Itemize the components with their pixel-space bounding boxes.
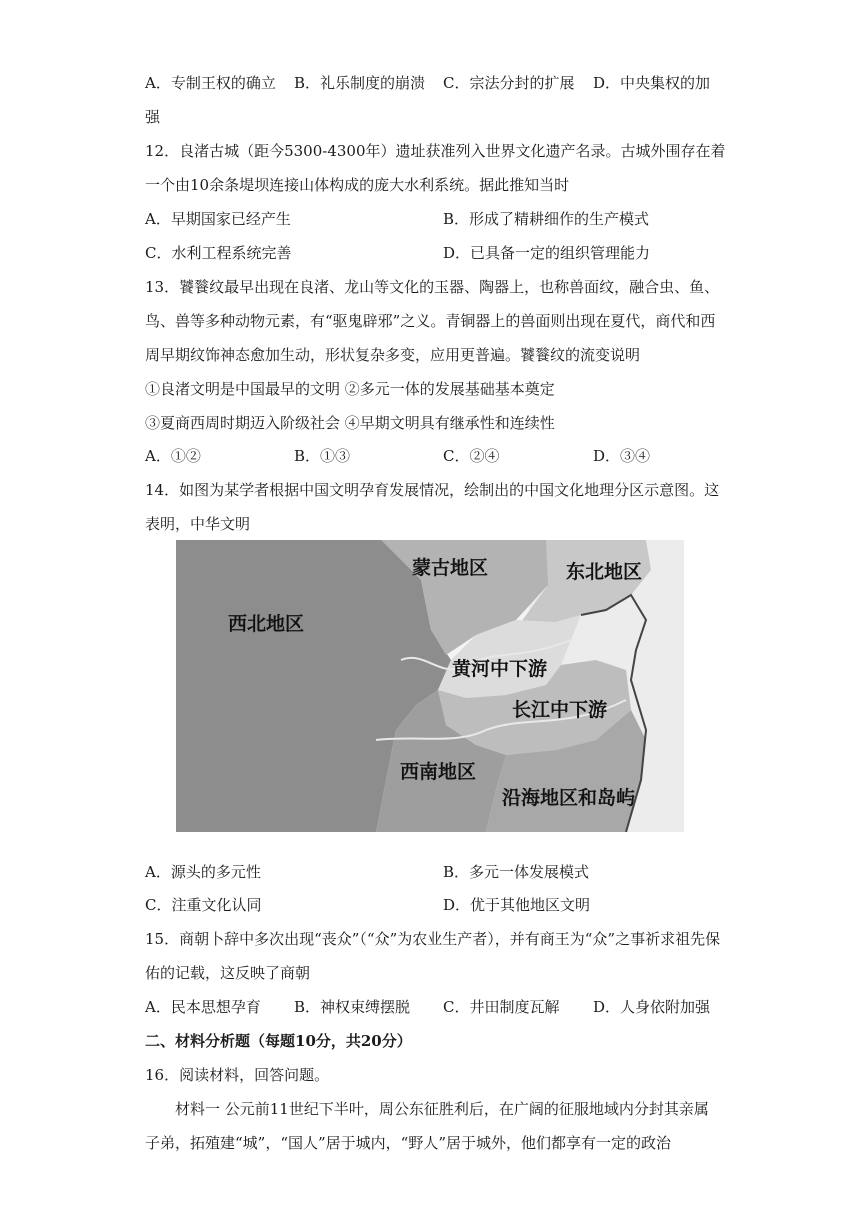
q13-option-c: C．②④ [443, 447, 500, 465]
q13-stem-line3: 周早期纹饰神态愈加生动，形状复杂多变，应用更普遍。饕餮纹的流变说明 [145, 346, 641, 364]
q16-material1-line2: 子弟，拓殖建“城”，“国人”居于城内，“野人”居于城外，他们都享有一定的政治 [145, 1134, 672, 1152]
q15-stem-line1: 15．商朝卜辞中多次出现“丧众”（“众”为农业生产者），并有商王为“众”之事祈求祖先保 [145, 930, 721, 948]
q15-stem-line2: 佑的记载，这反映了商朝 [145, 964, 311, 982]
q11-option-d-continued: 强 [145, 108, 161, 126]
q16-material1-line1: 材料一 公元前11世纪下半叶，周公东征胜利后，在广阔的征服地域内分封其亲属 [175, 1100, 709, 1118]
q14-option-b: B．多元一体发展模式 [443, 863, 590, 881]
map-label-southwest: 西南地区 [400, 761, 477, 783]
map-label-northwest: 西北地区 [228, 613, 305, 635]
q13-stem-line1: 13．饕餮纹最早出现在良渚、龙山等文化的玉器、陶器上，也称兽面纹，融合虫、鱼、 [145, 278, 720, 296]
q14-stem-line1: 14．如图为某学者根据中国文明孕育发展情况，绘制出的中国文化地理分区示意图。这 [145, 481, 720, 499]
q13-option-a: A．①② [145, 447, 201, 465]
q12-option-a: A．早期国家已经产生 [145, 210, 291, 228]
map-label-coastal: 沿海地区和岛屿 [502, 787, 636, 809]
q12-stem-line2: 一个由10余条堤坝连接山体构成的庞大水利系统。据此推知当时 [145, 176, 570, 194]
q15-option-b: B．神权束缚摆脱 [294, 998, 411, 1016]
q14-option-c: C．注重文化认同 [145, 896, 262, 914]
q11-option-a: A．专制王权的确立 [145, 74, 276, 92]
q16-stem: 16．阅读材料，回答问题。 [145, 1066, 330, 1084]
map-label-northeast: 东北地区 [566, 561, 643, 583]
q14-stem-line2: 表明，中华文明 [145, 515, 251, 533]
q12-option-b: B．形成了精耕细作的生产模式 [443, 210, 650, 228]
q15-option-c: C．井田制度瓦解 [443, 998, 560, 1016]
q12-stem-line1: 12．良渚古城（距今5300-4300年）遗址获准列入世界文化遗产名录。古城外围存在着 [145, 142, 726, 160]
q13-stem-line2: 鸟、兽等多种动物元素，有“驱鬼辟邪”之义。青铜器上的兽面则出现在夏代，商代和西 [145, 312, 716, 330]
q15-option-a: A．民本思想孕育 [145, 998, 261, 1016]
section-2-title: 二、材料分析题（每题10分，共20分） [145, 1032, 412, 1050]
map-label-mongolia: 蒙古地区 [412, 557, 489, 579]
map-label-yangtze: 长江中下游 [512, 699, 608, 721]
q13-option-d: D．③④ [593, 447, 651, 465]
q15-option-d: D．人身依附加强 [593, 998, 711, 1016]
culture-region-map [176, 540, 684, 832]
q11-option-d: D．中央集权的加 [593, 74, 711, 92]
q13-statement-3-4: ③夏商西周时期迈入阶级社会 ④早期文明具有继承性和连续性 [145, 414, 555, 432]
q11-option-b: B．礼乐制度的崩溃 [294, 74, 426, 92]
q11-option-c: C．宗法分封的扩展 [443, 74, 575, 92]
map-graphic [176, 540, 684, 832]
q12-option-c: C．水利工程系统完善 [145, 244, 292, 262]
q13-option-b: B．①③ [294, 447, 351, 465]
q14-option-a: A．源头的多元性 [145, 863, 261, 881]
q12-option-d: D．已具备一定的组织管理能力 [443, 244, 651, 262]
q14-option-d: D．优于其他地区文明 [443, 896, 591, 914]
q13-statement-1-2: ①良渚文明是中国最早的文明 ②多元一体的发展基础基本奠定 [145, 380, 555, 398]
map-label-yellow-river: 黄河中下游 [452, 658, 548, 680]
